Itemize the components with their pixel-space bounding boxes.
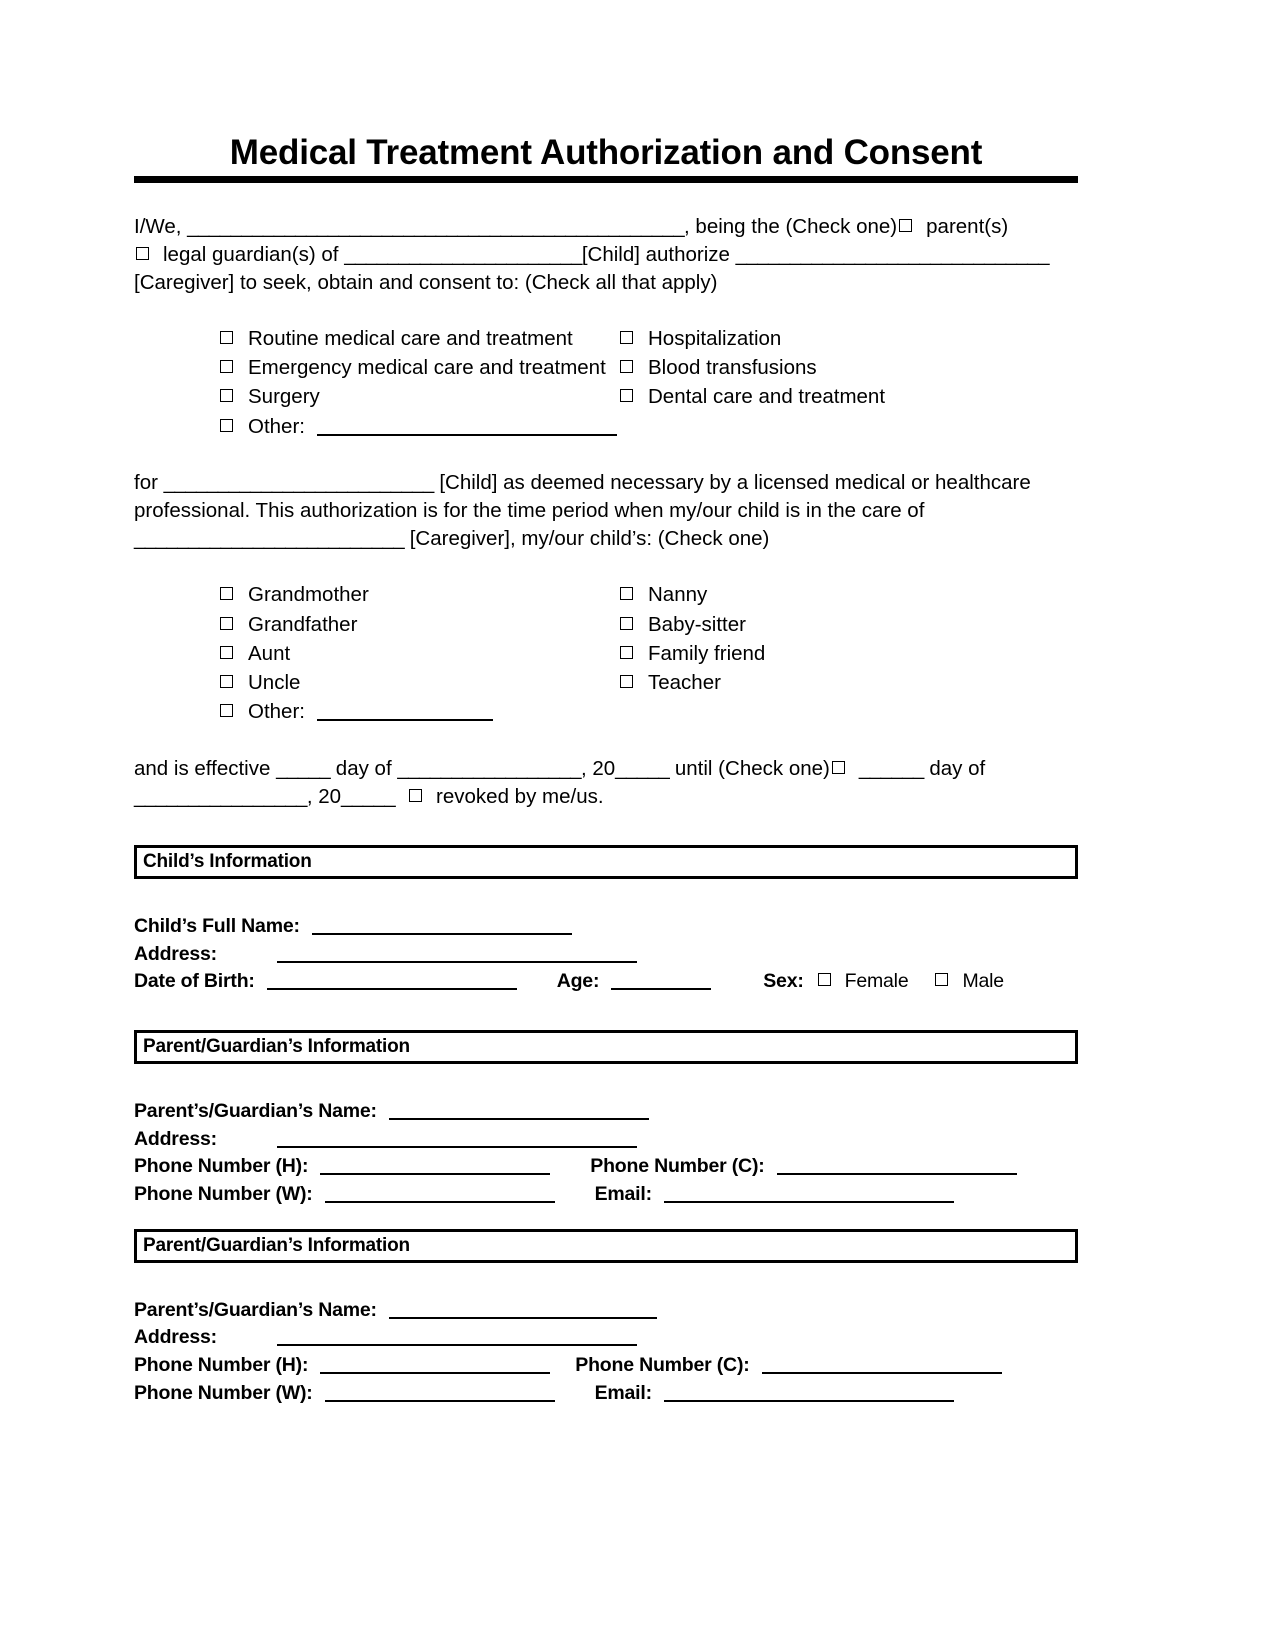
child-address-label: Address: — [134, 942, 217, 965]
intro-child-blank[interactable]: ______________________ — [344, 242, 582, 266]
caregiver-option-teacher[interactable] — [618, 669, 1038, 698]
period-line-1 — [134, 469, 1078, 497]
caregiver-option-label: Grandfather — [248, 612, 358, 636]
parent2-phone-c-label: Phone Number (C): — [575, 1354, 750, 1377]
consent-options-list — [134, 324, 1078, 441]
section-header-parent-guardian-2 — [134, 1229, 1078, 1263]
child-information-fields — [134, 913, 1078, 996]
consent-option-other-label: Other: — [248, 414, 305, 438]
parent1-phone-c-input[interactable] — [777, 1157, 1017, 1175]
period-paragraph — [134, 469, 1078, 553]
parent2-name-row — [134, 1297, 1078, 1325]
period-line1-pre: for — [134, 471, 164, 495]
caregiver-option-label: Teacher — [648, 671, 721, 695]
consent-option-label: Routine medical care and treatment — [248, 326, 573, 350]
checkbox-sex-female[interactable] — [818, 973, 831, 986]
caregiver-option-babysitter[interactable] — [618, 610, 1038, 639]
section-title: Child’s Information — [143, 850, 312, 872]
effective-line1-e: day of — [923, 757, 986, 781]
checkbox-aunt[interactable] — [220, 646, 233, 659]
checkbox-surgery[interactable] — [220, 389, 233, 402]
caregiver-option-label: Aunt — [248, 641, 291, 665]
parent2-name-label: Parent’s/Guardian’s Name: — [134, 1298, 377, 1321]
intro-line1-pre: I/We, — [134, 214, 188, 238]
consent-option-surgery[interactable] — [218, 383, 618, 412]
checkbox-sex-male[interactable] — [935, 973, 948, 986]
intro-line-3: [Caregiver] to seek, obtain and consent to: (Check all that apply) — [134, 270, 718, 294]
caregiver-option-label: Grandmother — [248, 583, 369, 607]
parent1-address-row — [134, 1126, 1078, 1154]
parent2-phone-w-label: Phone Number (W): — [134, 1381, 313, 1404]
checkbox-caregiver-other[interactable] — [220, 704, 233, 717]
consent-option-dental[interactable] — [618, 383, 1038, 412]
section-header-parent-guardian-1 — [134, 1030, 1078, 1064]
period-line1-post: [Child] as deemed necessary by a licensed medical or healthcare — [433, 471, 1031, 495]
parent1-phone-hc-row — [134, 1153, 1078, 1181]
consent-option-emergency[interactable] — [218, 354, 618, 383]
consent-option-hospitalization[interactable] — [618, 324, 1038, 353]
parent1-address-input[interactable] — [277, 1130, 637, 1148]
until-year-blank[interactable]: _____ — [341, 785, 396, 809]
parent1-phone-w-label: Phone Number (W): — [134, 1183, 313, 1206]
effective-line1-d: until (Check one) — [669, 757, 830, 781]
parent2-address-label: Address: — [134, 1326, 217, 1349]
parent1-name-row — [134, 1098, 1078, 1126]
parent1-phone-h-label: Phone Number (H): — [134, 1155, 309, 1178]
child-dob-input[interactable] — [267, 972, 517, 990]
caregiver-options-left-column — [218, 581, 618, 727]
caregiver-option-label: Family friend — [648, 641, 766, 665]
period-line-2: professional. This authorization is for the time period when my/our child is in the care of — [134, 499, 925, 523]
checkbox-until-date[interactable] — [832, 761, 845, 774]
parent1-phone-w-email-row — [134, 1181, 1078, 1209]
caregiver-other-input-line[interactable] — [317, 702, 493, 721]
intro-name-blank[interactable]: ______________________________________________ — [187, 214, 685, 238]
intro-line-2 — [134, 241, 1078, 269]
effective-line-1 — [134, 755, 1078, 783]
effective-line1-b: day of — [330, 757, 398, 781]
caregiver-option-family-friend[interactable] — [618, 639, 1038, 668]
checkbox-routine-care[interactable] — [220, 331, 233, 344]
checkbox-blood-transfusions[interactable] — [620, 360, 633, 373]
effective-year-blank[interactable]: _____ — [615, 757, 670, 781]
section-title: Parent/Guardian’s Information — [143, 1035, 410, 1057]
parent1-name-label: Parent’s/Guardian’s Name: — [134, 1099, 377, 1122]
parent1-phone-h-input[interactable] — [320, 1157, 550, 1175]
intro-paragraph — [134, 213, 1078, 297]
checkbox-hospitalization[interactable] — [620, 331, 633, 344]
page-title: Medical Treatment Authorization and Consent — [229, 133, 983, 172]
consent-options-left-column — [218, 324, 618, 441]
consent-option-label: Emergency medical care and treatment — [248, 356, 606, 380]
caregiver-option-label: Uncle — [248, 671, 301, 695]
caregiver-option-label: Nanny — [648, 583, 708, 607]
consent-option-blood-transfusions[interactable] — [618, 354, 1038, 383]
caregiver-options-right-column — [618, 581, 1038, 727]
parent-guardian-2-fields — [134, 1297, 1078, 1408]
caregiver-option-label: Baby-sitter — [648, 612, 746, 636]
section-title: Parent/Guardian’s Information — [143, 1234, 410, 1256]
parent1-phone-w-input[interactable] — [325, 1185, 555, 1203]
checkbox-legal-guardian[interactable] — [136, 247, 149, 260]
child-sex-female-label: Female — [844, 970, 909, 993]
caregiver-option-nanny[interactable] — [618, 581, 1038, 610]
parent2-name-input[interactable] — [389, 1301, 657, 1319]
parent2-phone-h-label: Phone Number (H): — [134, 1354, 309, 1377]
intro-child-tag: [Child] authorize — [581, 242, 736, 266]
period-line3-post: [Caregiver], my/our child’s: (Check one) — [404, 527, 770, 551]
until-day-blank[interactable]: ______ — [858, 757, 924, 781]
intro-caregiver-blank[interactable]: _____________________________ — [735, 242, 1049, 266]
child-full-name-label: Child’s Full Name: — [134, 914, 300, 937]
caregiver-option-uncle[interactable] — [218, 669, 618, 698]
child-address-row — [134, 941, 1078, 969]
caregiver-option-other[interactable] — [218, 698, 618, 727]
title-rule — [134, 176, 1078, 183]
caregiver-option-aunt[interactable] — [218, 639, 618, 668]
caregiver-option-grandfather[interactable] — [218, 610, 618, 639]
effective-month-blank[interactable]: _________________ — [397, 757, 581, 781]
child-dob-age-sex-row — [134, 968, 1078, 996]
parent1-email-label: Email: — [594, 1183, 652, 1206]
effective-paragraph — [134, 755, 1078, 811]
child-sex-male-label: Male — [962, 970, 1004, 993]
period-line-3 — [134, 525, 1078, 553]
checkbox-teacher[interactable] — [620, 675, 633, 688]
caregiver-option-grandmother[interactable] — [218, 581, 618, 610]
effective-day-blank[interactable]: _____ — [276, 757, 331, 781]
intro-guardian-label: legal guardian(s) of — [163, 242, 345, 266]
child-full-name-input[interactable] — [312, 917, 572, 935]
parent2-email-label: Email: — [594, 1381, 652, 1404]
caregiver-option-other-label: Other: — [248, 700, 305, 724]
checkbox-dental-care[interactable] — [620, 389, 633, 402]
consent-option-routine[interactable] — [218, 324, 618, 353]
parent1-phone-c-label: Phone Number (C): — [590, 1155, 765, 1178]
parent2-phone-hc-row — [134, 1352, 1078, 1380]
intro-line1-mid: , being the (Check one) — [684, 214, 898, 238]
child-age-label: Age: — [556, 970, 600, 993]
document-content — [134, 134, 1078, 1407]
checkbox-baby-sitter[interactable] — [620, 617, 633, 630]
section-header-child-information — [134, 845, 1078, 879]
consent-option-label: Hospitalization — [648, 326, 782, 350]
checkbox-uncle[interactable] — [220, 675, 233, 688]
parent2-address-row — [134, 1324, 1078, 1352]
effective-revoked-label: revoked by me/us. — [436, 785, 604, 809]
child-sex-label: Sex: — [763, 970, 804, 993]
parent1-name-input[interactable] — [389, 1102, 649, 1120]
parent2-address-input[interactable] — [277, 1328, 637, 1346]
intro-parent-label: parent(s) — [926, 214, 1009, 238]
period-child-blank[interactable]: _________________________ — [163, 471, 434, 495]
caregiver-options-list — [134, 581, 1078, 727]
consent-option-other[interactable] — [218, 412, 618, 441]
effective-line1-a: and is effective — [134, 757, 277, 781]
checkbox-parent[interactable] — [899, 219, 912, 232]
consent-option-label: Dental care and treatment — [648, 385, 886, 409]
checkbox-grandfather[interactable] — [220, 617, 233, 630]
parent2-phone-c-input[interactable] — [762, 1356, 1002, 1374]
parent2-email-input[interactable] — [664, 1384, 954, 1402]
effective-line-2 — [134, 783, 1078, 811]
child-address-input[interactable] — [277, 945, 637, 963]
effective-line1-c: , 20 — [580, 757, 616, 781]
checkbox-family-friend[interactable] — [620, 646, 633, 659]
parent2-phone-h-input[interactable] — [320, 1356, 550, 1374]
parent1-email-input[interactable] — [664, 1185, 954, 1203]
consent-option-label: Surgery — [248, 385, 320, 409]
consent-options-right-column — [618, 324, 1038, 441]
consent-other-input-line[interactable] — [317, 417, 617, 436]
checkbox-revoked[interactable] — [409, 789, 422, 802]
parent1-address-label: Address: — [134, 1127, 217, 1150]
parent2-phone-w-email-row — [134, 1380, 1078, 1408]
consent-option-label: Blood transfusions — [648, 356, 817, 380]
parent2-phone-w-input[interactable] — [325, 1384, 555, 1402]
intro-line-1 — [134, 213, 1078, 241]
checkbox-nanny[interactable] — [620, 587, 633, 600]
effective-line2-a: , 20 — [306, 785, 342, 809]
child-dob-label: Date of Birth: — [134, 970, 255, 993]
checkbox-consent-other[interactable] — [220, 419, 233, 432]
until-month-blank[interactable]: ________________ — [134, 785, 307, 809]
child-age-input[interactable] — [611, 972, 711, 990]
child-full-name-row — [134, 913, 1078, 941]
checkbox-emergency-care[interactable] — [220, 360, 233, 373]
checkbox-grandmother[interactable] — [220, 587, 233, 600]
parent-guardian-1-fields — [134, 1098, 1078, 1209]
period-caregiver-blank[interactable]: _________________________ — [134, 527, 405, 551]
